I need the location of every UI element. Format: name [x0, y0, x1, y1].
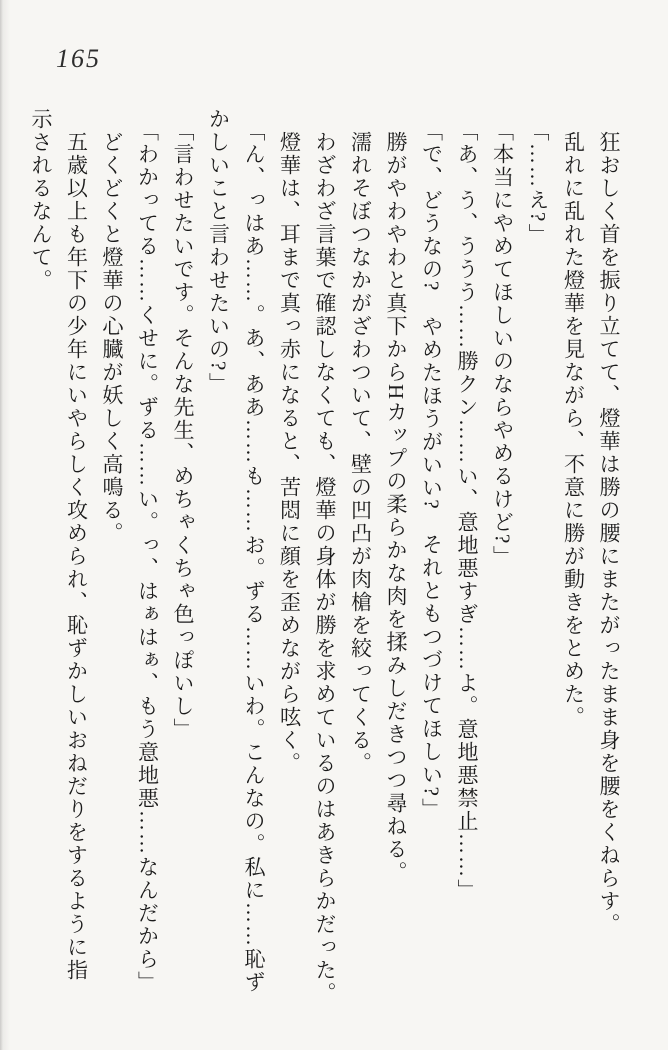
text-line-16: 五歳以上も年下の少年にいやらしく攻められ、恥ずかしいおねだりをするように指 [64, 131, 89, 982]
page-number: 165 [56, 44, 101, 73]
text-line-12: かしいこと言わせたいの?」 [206, 108, 231, 396]
text-line-5: 「あ、う、ううう……勝クン……い、意地悪すぎ……よ。意地悪禁止……」 [455, 120, 479, 902]
text-line-15: どくどくと燈華の心臓が妖しく高鳴る。 [100, 131, 124, 545]
text-line-6: 「で、どうなの? やめたほうがいい? それともつづけてほしい?」 [419, 120, 444, 821]
text-block [22, 108, 626, 1018]
text-line-9: わざわざ言葉で確認しなくても、燈華の身体が勝を求めているのはあきらかだった。 [313, 131, 337, 1005]
text-line-1: 狂おしく首を振り立てて、燈華は勝の腰にまたがったまま身を腰をくねらす。 [597, 131, 621, 936]
text-line-10: 燈華は、耳まで真っ赤になると、苦悶に顔を歪めながら呟く。 [277, 131, 302, 775]
text-line-11: 「ん、っはあ……。あ、ああ……も……お。ずる……いわ。こんなの。私に……恥ず [242, 120, 266, 994]
text-line-14: 「わかってる……くせに。ずる……い。っ、はぁはぁ、もう意地悪……なんだから」 [135, 120, 160, 994]
text-line-2: 乱れに乱れた燈華を見ながら、不意に勝が動きをとめた。 [561, 131, 586, 729]
text-line-17: 示されるなんて。 [29, 108, 53, 292]
text-line-8: 濡れそぼつなかがざわついて、壁の凹凸が肉槍を絞ってくる。 [348, 131, 373, 775]
text-line-13: 「言わせたいです。そんな先生、めちゃくちゃ色っぽいし」 [171, 120, 195, 741]
text-line-3: 「……え?」 [526, 120, 550, 247]
text-line-4: 「本当にやめてほしいのならやめるけど?」 [490, 120, 515, 569]
text-line-7: 勝がやわやわと真下からHカップの柔らかな肉を揉みしだきつつ尋ねる。 [384, 131, 408, 885]
